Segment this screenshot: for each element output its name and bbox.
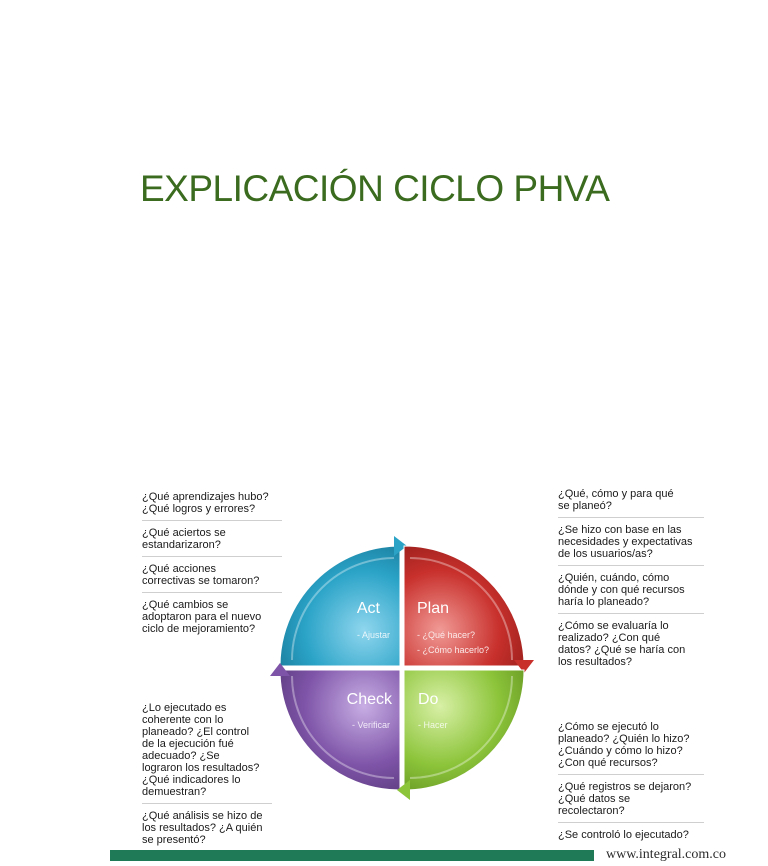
- plan-question-line: ¿Se hizo con base en las: [558, 524, 682, 536]
- check-question: [142, 700, 272, 804]
- plan-question-line: ¿Qué, cómo y para qué: [558, 488, 674, 500]
- act-question-line: ¿Qué aciertos se: [142, 527, 226, 539]
- check-question-line: se presentó?: [142, 834, 206, 846]
- act-item: - Ajustar: [356, 630, 390, 640]
- plan-question: [558, 618, 704, 673]
- plan-question: [558, 522, 704, 566]
- check-question-line: ¿Lo ejecutado es: [142, 702, 227, 714]
- act-question: [142, 525, 282, 557]
- plan-question-line: de los usuarios/as?: [558, 548, 653, 560]
- plan-question-line: dónde y con qué recursos: [558, 584, 685, 596]
- plan-question: [558, 486, 704, 518]
- act-question-line: ¿Qué aprendizajes hubo?: [142, 491, 269, 503]
- check-question-line: adecuado? ¿Se: [142, 750, 220, 762]
- check-questions: [142, 700, 272, 855]
- act-question-line: ciclo de mejoramiento?: [142, 623, 256, 635]
- do-questions: [558, 719, 704, 850]
- act-question-line: ¿Qué cambios se: [142, 599, 229, 611]
- check-question-line: demuestran?: [142, 786, 207, 798]
- do-question-line: ¿Qué datos se: [558, 793, 631, 805]
- do-question-line: ¿Con qué recursos?: [558, 757, 658, 769]
- do-question: [558, 827, 704, 846]
- plan-question-line: ¿Quién, cuándo, cómo: [558, 572, 670, 584]
- plan-questions: [558, 486, 704, 677]
- do-question-line: ¿Se controló lo ejecutado?: [558, 829, 689, 841]
- do-quadrant: [397, 670, 524, 800]
- plan-item-2: - ¿Cómo hacerlo?: [417, 645, 490, 655]
- plan-question-line: realizado? ¿Con qué: [558, 632, 661, 644]
- plan-quadrant: [404, 546, 534, 673]
- check-question-line: los resultados? ¿A quién: [142, 822, 263, 834]
- plan-label: Plan: [417, 600, 450, 617]
- act-questions: [142, 489, 282, 644]
- do-question-line: ¿Qué registros se dejaron?: [558, 781, 692, 793]
- page-title: EXPLICACIÓN CICLO PHVA: [140, 168, 610, 209]
- do-label: Do: [418, 691, 439, 708]
- do-question-line: recolectaron?: [558, 805, 625, 817]
- plan-item-1: - ¿Qué hacer?: [417, 630, 476, 640]
- plan-question-line: datos? ¿Qué se haría con: [558, 644, 686, 656]
- plan-question-line: los resultados?: [558, 656, 632, 668]
- check-label: Check: [346, 691, 392, 708]
- check-question-line: coherente con lo: [142, 714, 224, 726]
- plan-question-line: haría lo planeado?: [558, 596, 650, 608]
- phva-cycle-diagram: [262, 528, 542, 808]
- act-question: [142, 597, 282, 640]
- do-question: [558, 779, 704, 823]
- check-question-line: de la ejecución fué: [142, 738, 234, 750]
- check-question-line: lograron los resultados?: [142, 762, 260, 774]
- act-label: Act: [356, 600, 380, 617]
- check-quadrant: [270, 663, 400, 790]
- do-question-line: ¿Cuándo y cómo lo hizo?: [558, 745, 683, 757]
- plan-question-line: se planeó?: [558, 500, 612, 512]
- do-question: [558, 719, 704, 775]
- act-quadrant: [280, 536, 407, 666]
- check-question-line: ¿Qué análisis se hizo de: [142, 810, 263, 822]
- check-question-line: planeado? ¿El control: [142, 726, 250, 738]
- check-item: - Verificar: [351, 720, 390, 730]
- plan-question-line: ¿Cómo se evaluaría lo: [558, 620, 669, 632]
- act-question: [142, 561, 282, 593]
- check-question-line: ¿Qué indicadores lo: [142, 774, 241, 786]
- act-question-line: correctivas se tomaron?: [142, 575, 260, 587]
- do-question-line: planeado? ¿Quién lo hizo?: [558, 733, 690, 745]
- act-question-line: adoptaron para el nuevo: [142, 611, 262, 623]
- act-question-line: ¿Qué logros y errores?: [142, 503, 256, 515]
- check-question: [142, 808, 272, 851]
- footer-bar: [110, 850, 594, 861]
- act-question-line: ¿Qué acciones: [142, 563, 216, 575]
- plan-question-line: necesidades y expectativas: [558, 536, 693, 548]
- act-question-line: estandarizaron?: [142, 539, 221, 551]
- act-question: [142, 489, 282, 521]
- do-question-line: ¿Cómo se ejecutó lo: [558, 721, 659, 733]
- plan-question: [558, 570, 704, 614]
- do-item: - Hacer: [418, 720, 448, 730]
- footer-url: www.integral.com.co: [606, 847, 726, 862]
